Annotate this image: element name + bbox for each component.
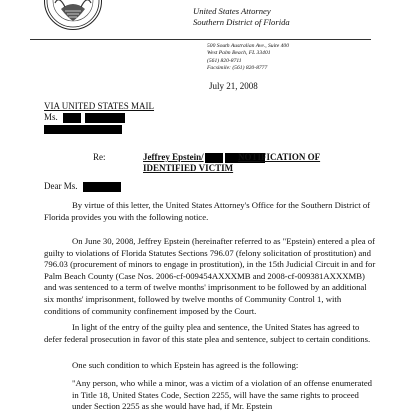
address-city: West Palm Beach, FL 33401: [207, 50, 271, 57]
redaction-block: [83, 182, 121, 192]
body-paragraph-4: [44, 360, 376, 372]
quote-text: "Any person, who while a minor, was a victim of a violation of an offense enumerated in Title 18, United States Code, Section 2255, will have the same rights to proceed under Section 2255 as she would have had, if Mr. Epstein: [72, 378, 373, 412]
body-paragraph-1: [44, 200, 376, 223]
re-subject-line1: NOTIFICATION OF: [238, 152, 321, 162]
address-street: 500 South Australian Ave., Suite 400: [207, 43, 289, 49]
paragraph-text: By virtue of this letter, the United States Attorney's Office for the Southern District of Florida provides you with the following notice.: [44, 200, 371, 222]
body-paragraph-3: [44, 322, 376, 345]
letterhead-divider: [30, 39, 371, 40]
re-name-text: Jeffrey Epstein/: [143, 152, 204, 162]
address-fax: Facsimile: (561) 820-8777: [207, 65, 268, 72]
office-district: Southern District of Florida: [193, 17, 290, 27]
office-address: [207, 43, 289, 73]
addressee: [44, 112, 125, 123]
salutation-text: Dear Ms.: [44, 181, 78, 191]
salutation: [44, 181, 121, 192]
office-title: United States Attorney: [193, 6, 271, 16]
body-paragraph-2: [44, 236, 376, 317]
paragraph-text: One such condition to which Epstein has agreed is the following:: [72, 360, 299, 370]
address-phone: (561) 820-8711: [207, 57, 242, 64]
re-subject-line2: IDENTIFIED VICTIM: [143, 163, 234, 173]
addressee-prefix: Ms.: [44, 112, 58, 122]
address-redaction: [44, 124, 122, 134]
paragraph-text: On June 30, 2008, Jeffrey Epstein (hereinafter referred to as "Epstein) entered a plea of guilty to violations of Florida Statutes Sections 796.07 (felony solicitation of prostitution) and 796.03 (procurement of minors to engage in prostitution), in the 15th Judicial Circuit in and for Palm Beach County (Case Nos. 2006-cf-009454AXXXMB and 2008-cf-009381AXXXMB) and was sentenced to a term of twelve months' imprisonment to be followed by an additional six months' imprisonment, followed by twelve months of Community Control 1, with conditions of community confinement imposed by the Court.: [44, 236, 376, 316]
redaction-block: [44, 125, 122, 134]
redaction-block: [85, 113, 125, 123]
letterhead-office: [193, 6, 290, 28]
delivery-method: VIA UNITED STATES MAIL: [44, 101, 155, 111]
letter-date: July 21, 2008: [209, 81, 258, 91]
re-label: Re:: [93, 152, 106, 162]
redaction-block: [205, 153, 223, 163]
paragraph-text: In light of the entry of the guilty plea and sentence, the United States has agreed to defer federal prosecution in favor of this state plea and sentence, subject to certain conditions.: [44, 322, 371, 344]
redaction-block: [63, 113, 81, 123]
seal-graphic: [45, 0, 101, 29]
department-seal-icon: [44, 0, 102, 30]
body-quote: [72, 378, 376, 413]
